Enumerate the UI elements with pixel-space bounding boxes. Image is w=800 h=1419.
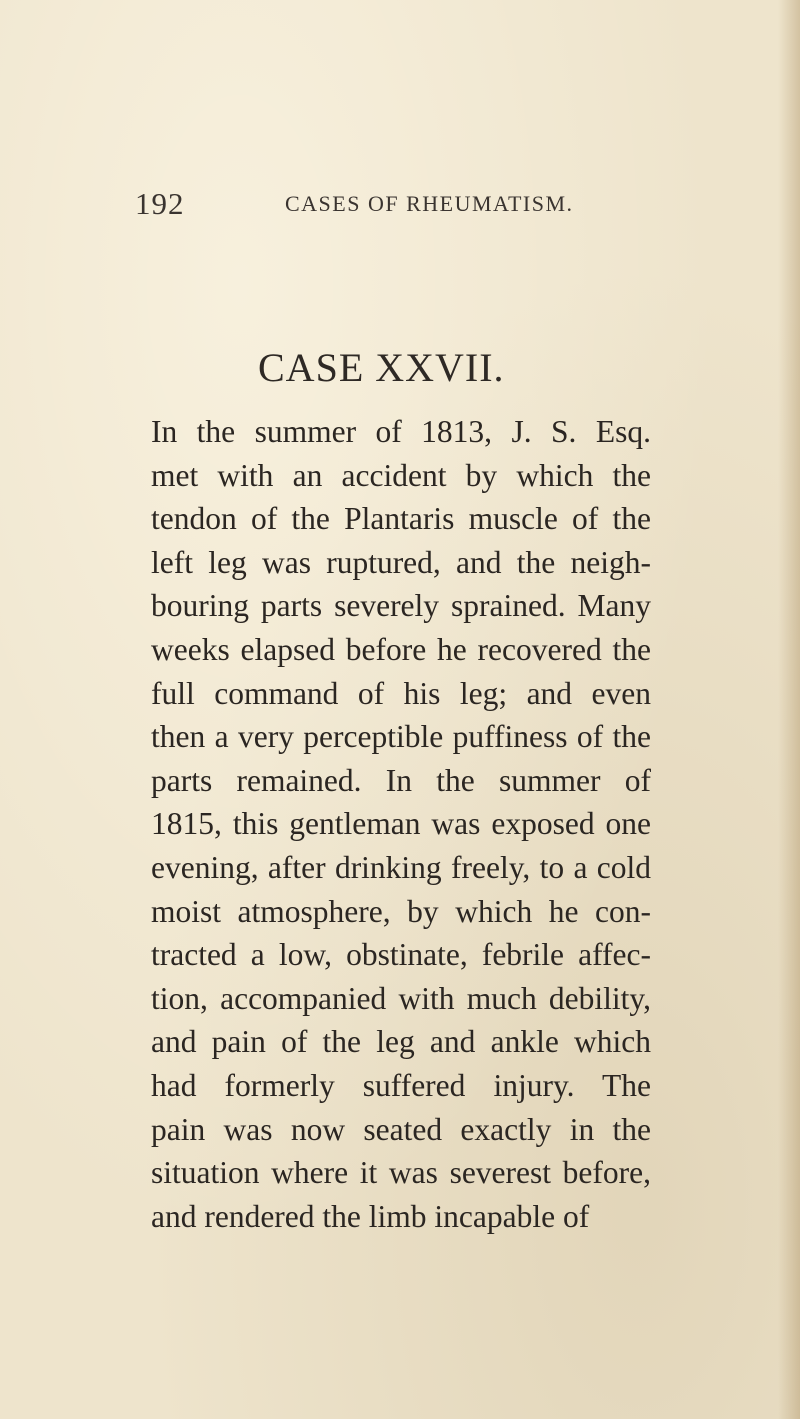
text-line: weeks elapsed before he recovered the (151, 631, 651, 667)
text-line: 1815, this gentleman was exposed one (151, 806, 651, 842)
text-line: full command of his leg; and even (151, 675, 651, 711)
page-number: 192 (135, 186, 185, 221)
text-line: and rendered the limb incapable of (151, 1198, 590, 1234)
text-line: situation where it was severest before, (151, 1155, 651, 1191)
text-line: had formerly suffered injury. The (151, 1067, 651, 1103)
text-line: tracted a low, obstinate, febrile affec- (151, 937, 651, 973)
text-line: tendon of the Plantaris muscle of the (151, 501, 651, 537)
page-header (135, 186, 655, 226)
text-line: tion, accompanied with much debility, (151, 980, 651, 1016)
text-line: pain was now seated exactly in the (151, 1111, 651, 1147)
text-line: met with an accident by which the (151, 457, 651, 493)
text-line: left leg was ruptured, and the neigh- (151, 544, 651, 580)
text-line: evening, after drinking freely, to a cold (151, 849, 651, 885)
text-line: and pain of the leg and ankle which (151, 1024, 651, 1060)
text-line: bouring parts severely sprained. Many (151, 588, 651, 624)
case-title: CASE XXVII. (258, 345, 505, 390)
text-line: In the summer of 1813, J. S. Esq. (151, 414, 651, 449)
body-paragraph (151, 410, 651, 1238)
text-line: parts remained. In the summer of (151, 762, 651, 798)
text-line: moist atmosphere, by which he con- (151, 893, 651, 929)
running-head: CASES OF RHEUMATISM. (285, 191, 574, 216)
text-line: then a very perceptible puffiness of the (151, 719, 651, 755)
page-edge-shadow (778, 0, 800, 1419)
